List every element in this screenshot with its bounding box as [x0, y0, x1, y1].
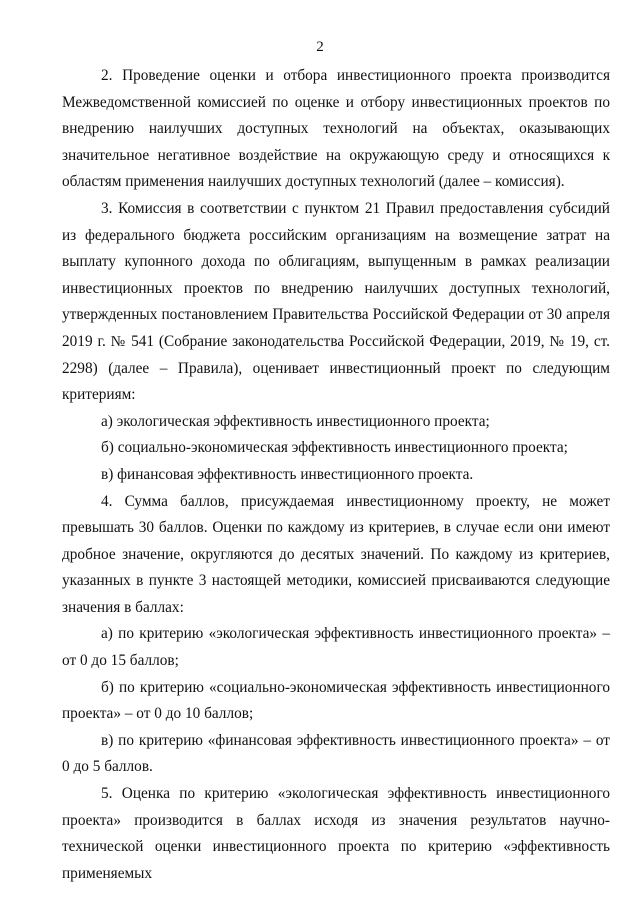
paragraph-5-ecological-assessment: 5. Оценка по критерию «экологическая эффективность инвестиционного проекта» производится в баллах исходя из значения результатов научно-технической оценки инвестиционного проекта по критерию «эффективность применяемых: [62, 785, 610, 882]
score-item-b-socioeconomic: б) по критерию «социально-экономическая эффективность инвестиционного проекта» – от 0 до 10 баллов;: [62, 678, 610, 723]
list-item-a-ecological: а) экологическая эффективность инвестиционного проекта;: [101, 412, 490, 430]
list-item-c-financial: в) финансовая эффективность инвестиционного проекта.: [101, 465, 474, 483]
score-item-c-financial: в) по критерию «финансовая эффективность инвестиционного проекта» – от 0 до 5 баллов.: [62, 731, 610, 776]
page-number: 2: [316, 39, 324, 55]
document-body: [62, 63, 610, 887]
paragraph-4-score-sum: 4. Сумма баллов, присуждаемая инвестиционному проекту, не может превышать 30 баллов. Оценки по каждому из критериев, в случае если они имеют дробное значение, округляются до десятых значений. По каждому из критериев, указанных в пункте 3 настоящей методики, комиссией присваиваются следующие значения в баллах:: [62, 492, 610, 616]
list-item-b-socioeconomic: б) социально-экономическая эффективность инвестиционного проекта;: [101, 439, 568, 457]
paragraph-3-criteria: 3. Комиссия в соответствии с пунктом 21 Правил предоставления субсидий из федерального бюджета российским организациям на возмещение затрат на выплату купонного дохода по облигациям, выпущенным в рамках реализации инвестиционных проектов по внедрению наилучших доступных технологий, утвержденных постановлением Правительства Российской Федерации от 30 апреля 2019 г. № 541 (Собрание законодательства Российской Федерации, 2019, № 19, ст. 2298) (далее – Правила), оценивает инвестиционный проект по следующим критериям:: [62, 199, 610, 404]
paragraph-2-commission: 2. Проведение оценки и отбора инвестиционного проекта производится Межведомственной комиссией по оценке и отбору инвестиционных проектов по внедрению наилучших доступных технологий на объектах, оказывающих значительное негативное воздействие на окружающую среду и относящихся к областям применения наилучших доступных технологий (далее – комиссия).: [62, 67, 610, 191]
score-item-a-ecological: а) по критерию «экологическая эффективность инвестиционного проекта» – от 0 до 15 баллов;: [62, 625, 610, 670]
